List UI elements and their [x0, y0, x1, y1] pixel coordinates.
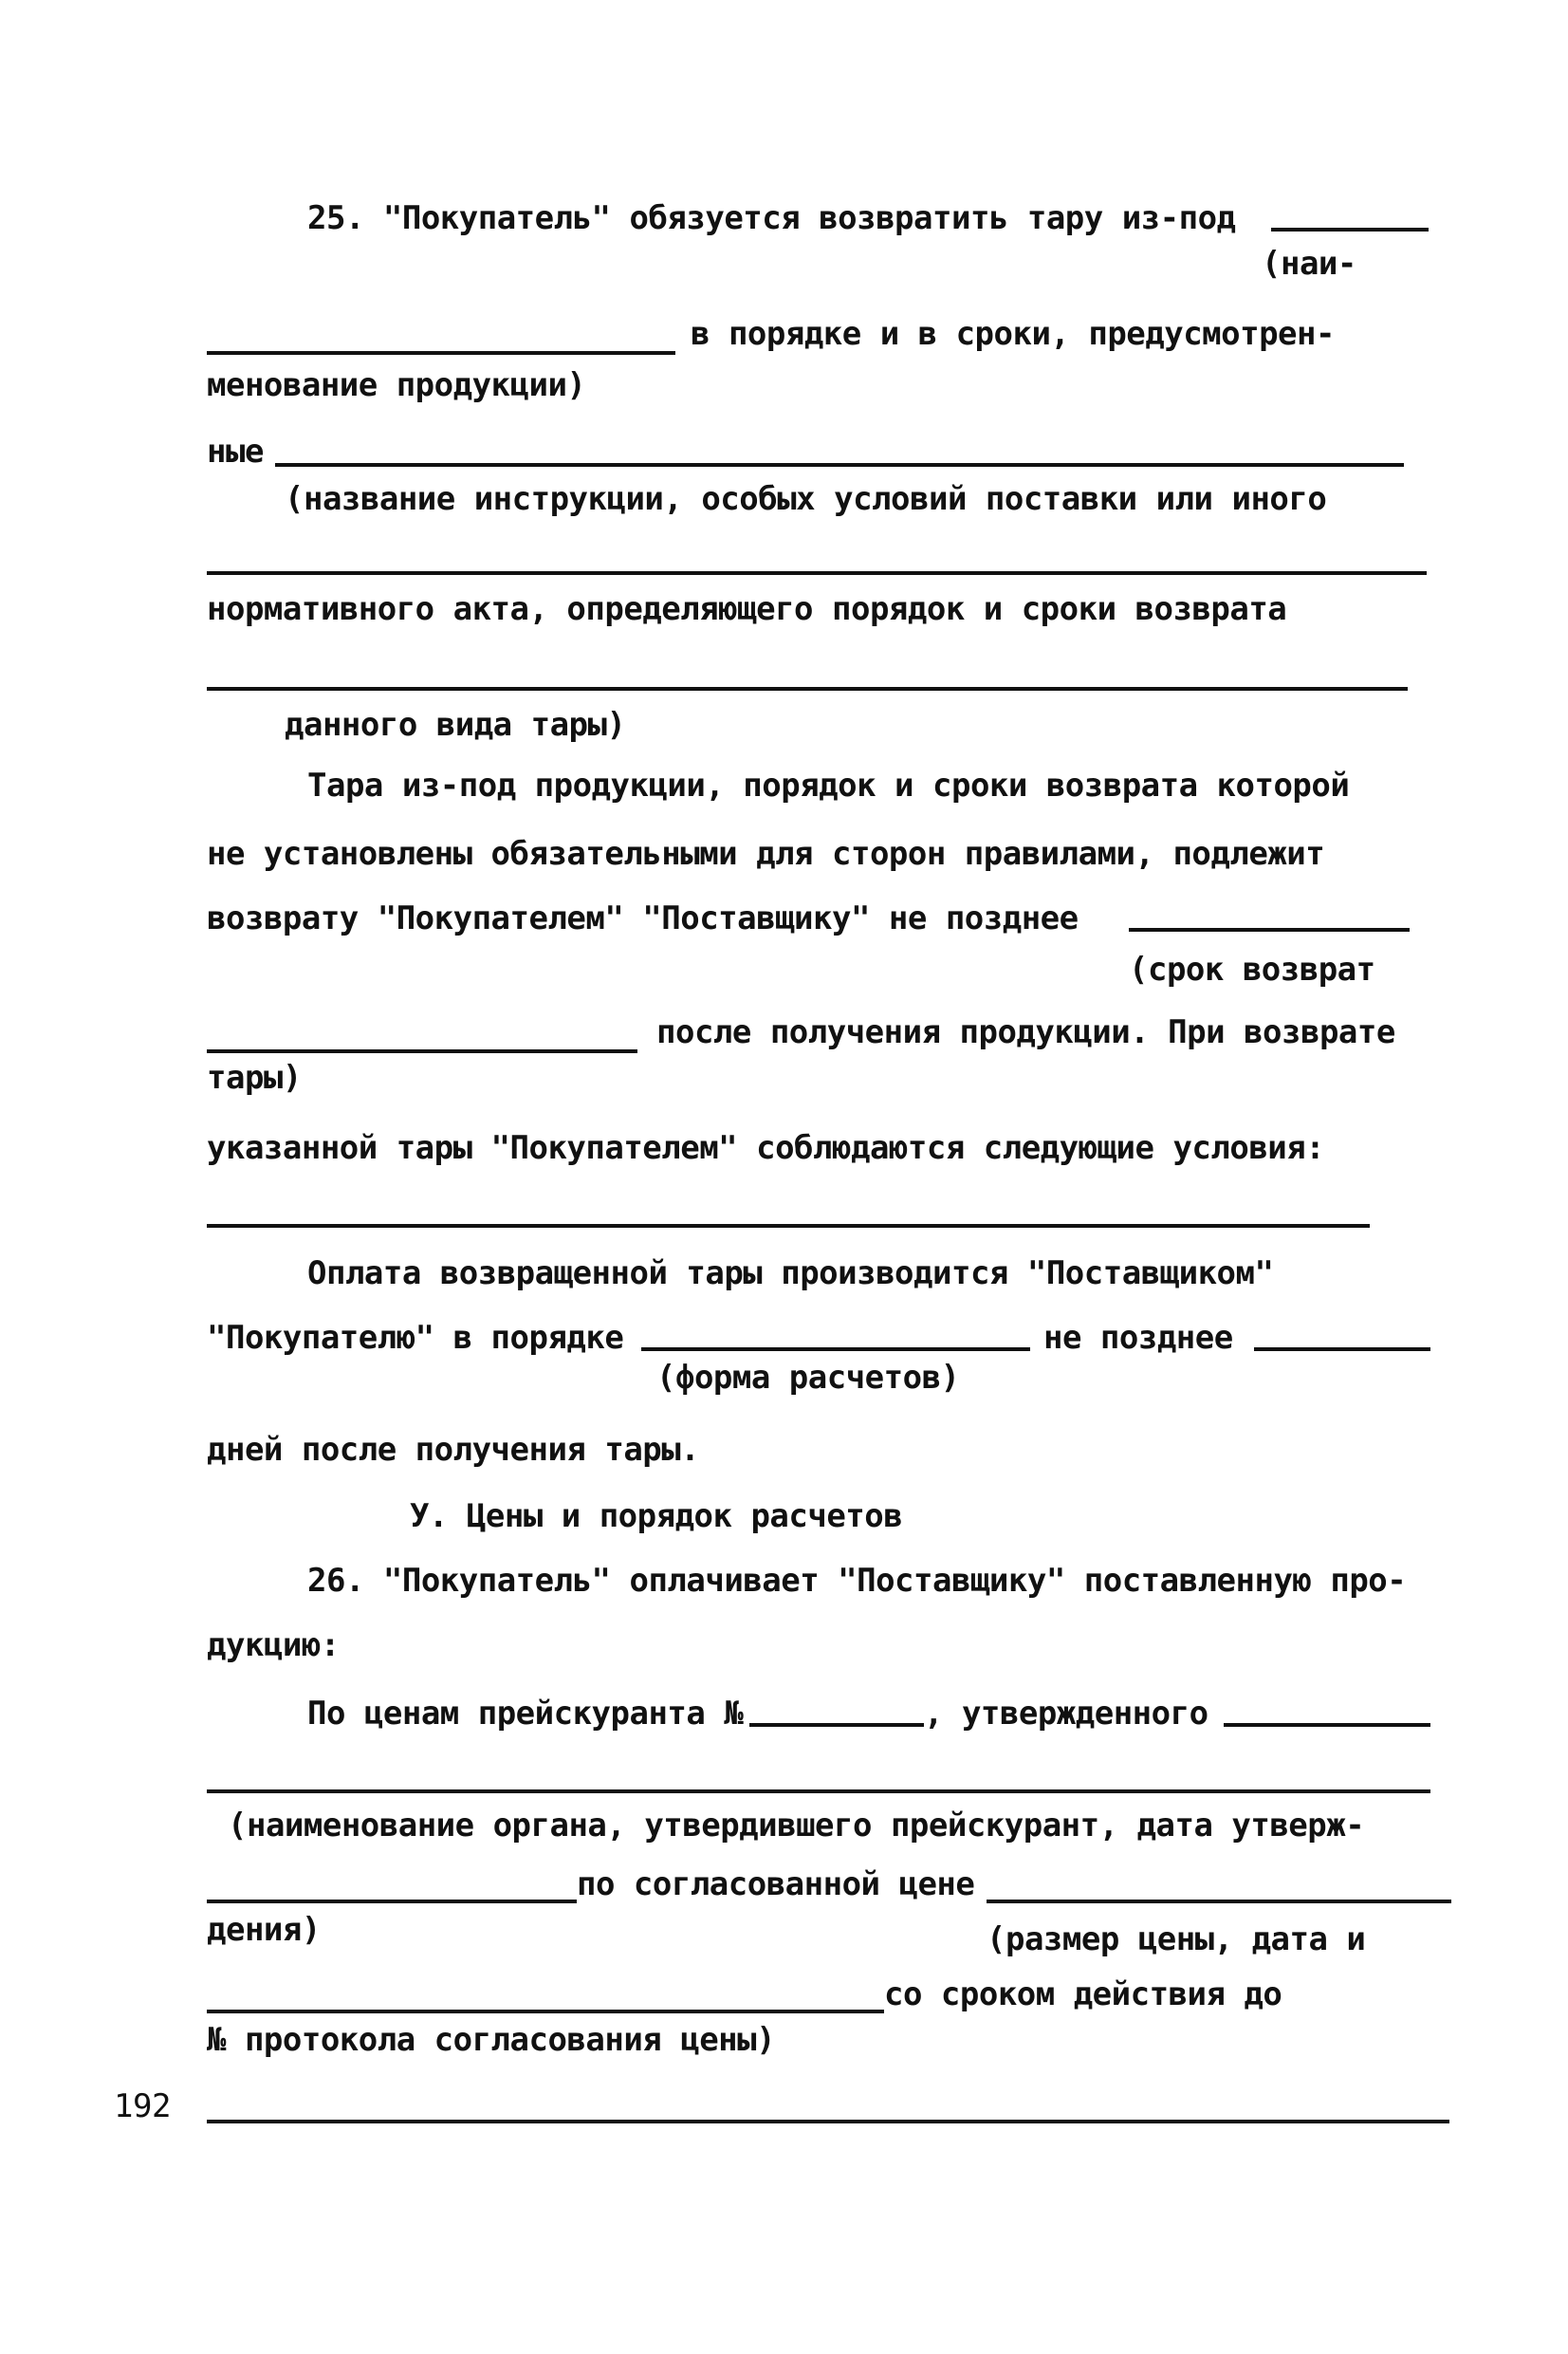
hint-payment-form: (форма расчетов) [656, 1359, 960, 1397]
hint-instruction-a: (название инструкции, особых условий поставки или иного [285, 480, 1327, 518]
blank-payment-days [1254, 1347, 1430, 1351]
payment-line-1: Оплата возвращенной тары производится "Поставщиком" [307, 1254, 1274, 1292]
clause-25-line-1: 25. "Покупатель" обязуется возвратить тару из-под [307, 199, 1236, 237]
blank-instruction [275, 463, 1404, 467]
price-line-1a: По ценам прейскуранта № [307, 1695, 744, 1733]
payment-line-2a: "Покупателю" в порядке [207, 1319, 624, 1357]
blank-validity [207, 2120, 1449, 2123]
payment-line-3: дней после получения тары. [207, 1431, 700, 1469]
payment-line-2b: не позднее [1043, 1319, 1233, 1357]
clause-25-line-3: ные [207, 433, 264, 471]
hint-price-a: (размер цены, дата и [987, 1920, 1366, 1958]
clause-25-para-1: Тара из-под продукции, порядок и сроки возврата которой [307, 767, 1350, 805]
hint-instruction-c: данного вида тары) [285, 706, 626, 744]
price-line-2: по согласованной цене [577, 1865, 975, 1903]
price-line-1b: , утвержденного [924, 1695, 1208, 1733]
blank-product-name [1271, 228, 1429, 232]
hint-organ-b: дения) [207, 1911, 321, 1949]
clause-25-para-2: не установлены обязательными для сторон правилами, подлежит [207, 835, 1325, 873]
clause-25-para-3: возврату "Покупателем" "Поставщику" не позднее [207, 899, 1079, 937]
blank-return-term [1129, 928, 1410, 932]
hint-instruction-b: нормативного акта, определяющего порядок и сроки возврата [207, 590, 1287, 628]
hint-price-b: № протокола согласования цены) [207, 2021, 776, 2059]
hint-product-name-a: (наи- [1262, 245, 1356, 283]
blank-product-name-cont [207, 351, 675, 355]
hint-return-term-b: тары) [207, 1059, 302, 1097]
blank-instruction-3 [207, 687, 1408, 691]
hint-product-name-b: менование продукции) [207, 366, 586, 404]
blank-instruction-2 [207, 571, 1427, 575]
blank-approved-by [1224, 1723, 1430, 1727]
blank-return-term-cont [207, 1049, 637, 1053]
price-line-3: со сроком действия до [884, 1975, 1282, 2013]
hint-organ-a: (наименование органа, утвердившего прейскурант, дата утверж- [228, 1807, 1365, 1844]
clause-25-para-4: после получения продукции. При возврате [656, 1013, 1395, 1051]
clause-26-line-2: дукцию: [207, 1626, 340, 1664]
blank-agreed-price [987, 1900, 1451, 1903]
clause-26-line-1: 26. "Покупатель" оплачивает "Поставщику" поставленную про- [307, 1562, 1407, 1600]
clause-25-line-2: в порядке и в сроки, предусмотрен- [691, 315, 1335, 353]
hint-return-term-a: (срок возврат [1129, 951, 1375, 989]
blank-pricelist-number [749, 1723, 924, 1727]
section-heading: У. Цены и порядок расчетов [410, 1497, 903, 1535]
blank-return-conditions [207, 1224, 1370, 1228]
page-number: 192 [114, 2087, 171, 2125]
blank-payment-form [641, 1347, 1030, 1351]
blank-price-protocol [207, 2010, 884, 2013]
blank-approving-organ [207, 1789, 1430, 1793]
clause-25-para-5: указанной тары "Покупателем" соблюдаются следующие условия: [207, 1129, 1325, 1167]
blank-approval-date [207, 1900, 577, 1903]
